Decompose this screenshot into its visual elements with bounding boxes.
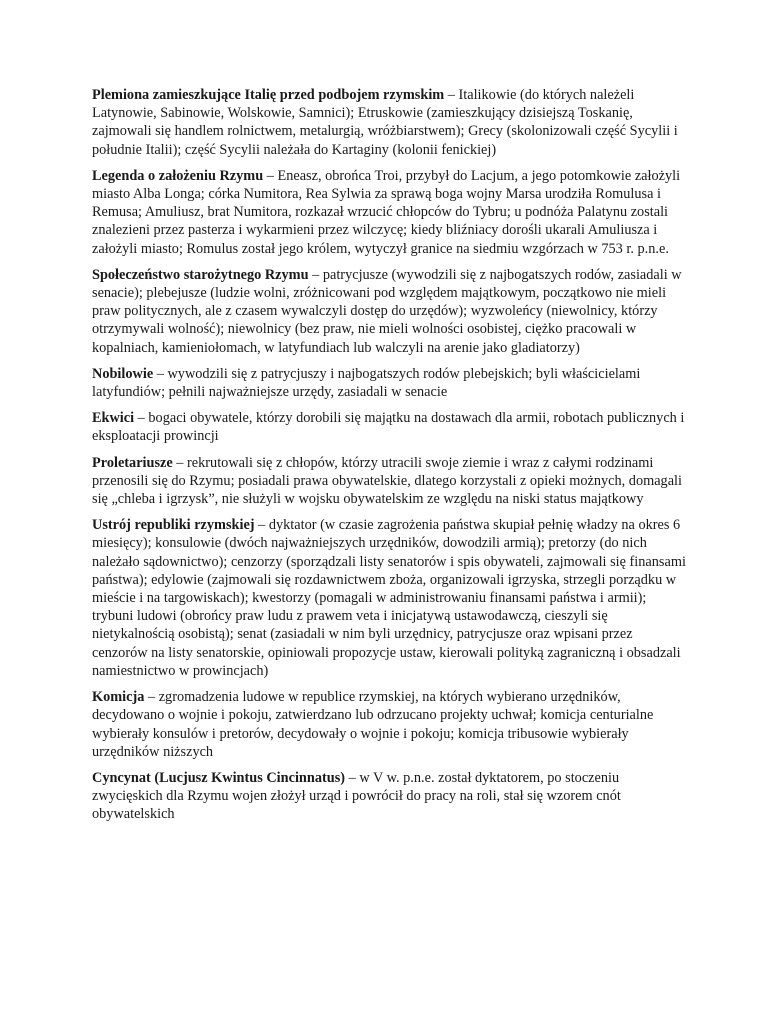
entry-term: Cyncynat (Lucjusz Kwintus Cincinnatus) (92, 769, 346, 786)
entry-term: Ustrój republiki rzymskiej (92, 517, 255, 534)
entry-definition: – patrycjusze (wywodzili się z najbogatszych rodów, zasiadali w senacie); plebejusze (ludzie wolni, zróżnicowani pod względem majątkowym, początkowo nie mieli praw politycznych, ale z czasem wywalczyli dostęp do urzędów); wyzwoleńcy (niewolnicy, którzy otrzymywali wolność); niewolnicy (bez praw, nie mieli wolności osobistej, ciężko pracowali w kopalniach, kamieniołomach, w latyfundiach lub walczyli na arenie jako gladiatorzy) (92, 266, 682, 356)
entry-plemiona (92, 86, 686, 159)
entry-term: Społeczeństwo starożytnego Rzymu (92, 266, 309, 283)
entry-definition: – Eneasz, obrońca Troi, przybył do Lacjum, a jego potomkowie założyli miasto Alba Longa; córka Numitora, Rea Sylwia za sprawą boga wojny Marsa urodziła Romulusa i Remusa; Amuliusz, brat Numitora, rozkazał wrzucić chłopców do Tybru; u podnóża Palatynu zostali znalezieni przez pasterza i wykarmieni przez wilczycę; kiedy bliźniacy dorośli ukarali Amuliusza i założyli miasto; Romulus został jego królem, wytyczył granice na siedmiu wzgórzach w 753 r. p.n.e. (92, 167, 681, 257)
entry-definition: – wywodzili się z patrycjuszy i najbogatszych rodów plebejskich; byli właścicielami latyfundiów; pełnili najważniejsze urzędy, zasiadali w senacie (92, 365, 641, 401)
document-page (92, 86, 686, 832)
entry-definition: – Italikowie (do których należeli Latynowie, Sabinowie, Wolskowie, Samnici); Etruskowie (zamieszkujący dzisiejszą Toskanię, zajmowali się handlem rolnictwem, metalurgią, wróżbiarstwem); Grecy (skolonizowali część Sycylii i południe Italii); część Sycylii należała do Kartaginy (kolonii fenickiej) (92, 87, 678, 158)
entry-legenda (92, 167, 686, 258)
entry-definition: – rekrutowali się z chłopów, którzy utracili swoje ziemie i wraz z całymi rodzinami przenosili się do Rzymu; posiadali prawa obywatelskie, dlatego korzystali z opieki możnych, domagali się „chleba i igrzysk”, nie służyli w wojsku obywatelskim ze względu na niski status majątkowy (92, 454, 682, 508)
entry-definition: – w V w. p.n.e. został dyktatorem, po stoczeniu zwycięskich dla Rzymu wojen złożył urząd i powrócił do pracy na roli, stał się wzorem cnót obywatelskich (92, 769, 621, 823)
entry-nobilowie (92, 365, 686, 401)
entry-ekwici (92, 409, 686, 445)
entry-term: Komicja (92, 689, 145, 706)
entry-definition: – bogaci obywatele, którzy dorobili się majątku na dostawach dla armii, robotach publicznych i eksploatacji prowincji (92, 410, 685, 445)
entry-definition: – zgromadzenia ludowe w republice rzymskiej, na których wybierano urzędników, decydowano o wojnie i pokoju, zatwierdzano lub odrzucano projekty uchwał; komicja centurialne wybierały konsulów i pretorów, decydowały o wojnie i pokoju; komicja tribusowie wybierały urzędników niższych (92, 689, 654, 760)
entry-cyncynat (92, 769, 686, 824)
entry-term: Ekwici (92, 410, 135, 427)
entry-term: Nobilowie (92, 365, 154, 382)
entry-term: Legenda o założeniu Rzymu (92, 167, 264, 184)
entry-komicja (92, 688, 686, 761)
entry-term: Proletariusze (92, 454, 173, 471)
entry-spoleczenstwo (92, 266, 686, 357)
entry-proletariusze (92, 454, 686, 509)
entry-ustroj (92, 516, 686, 680)
entry-term: Plemiona zamieszkujące Italię przed podbojem rzymskim (92, 87, 445, 103)
entry-definition: – dyktator (w czasie zagrożenia państwa skupiał pełnię władzy na okres 6 miesięcy); konsulowie (dwóch najważniejszych urzędników, dowodzili armią); pretorzy (do nich należało sądownictwo); cenzorzy (sporządzali listy senatorów i spis obywateli, zajmowali się finansami państwa); edylowie (zajmowali się rozdawnictwem zboża, organizowali igrzyska, strzegli porządku w mieście i na targowiskach); kwestorzy (pomagali w administrowaniu finansami państwa i armii); trybuni ludowi (obrońcy praw ludu z prawem veta i inicjatywą ustawodawczą, cieszyli się nietykalnością osobistą); senat (zasiadali w nim byli urzędnicy, patrycjusze oraz wpisani przez cenzorów na listy senatorskie, opiniowali propozycje ustaw, kierowali polityką zagraniczną i obsadzali namiestnictwo w prowincjach) (92, 517, 686, 679)
